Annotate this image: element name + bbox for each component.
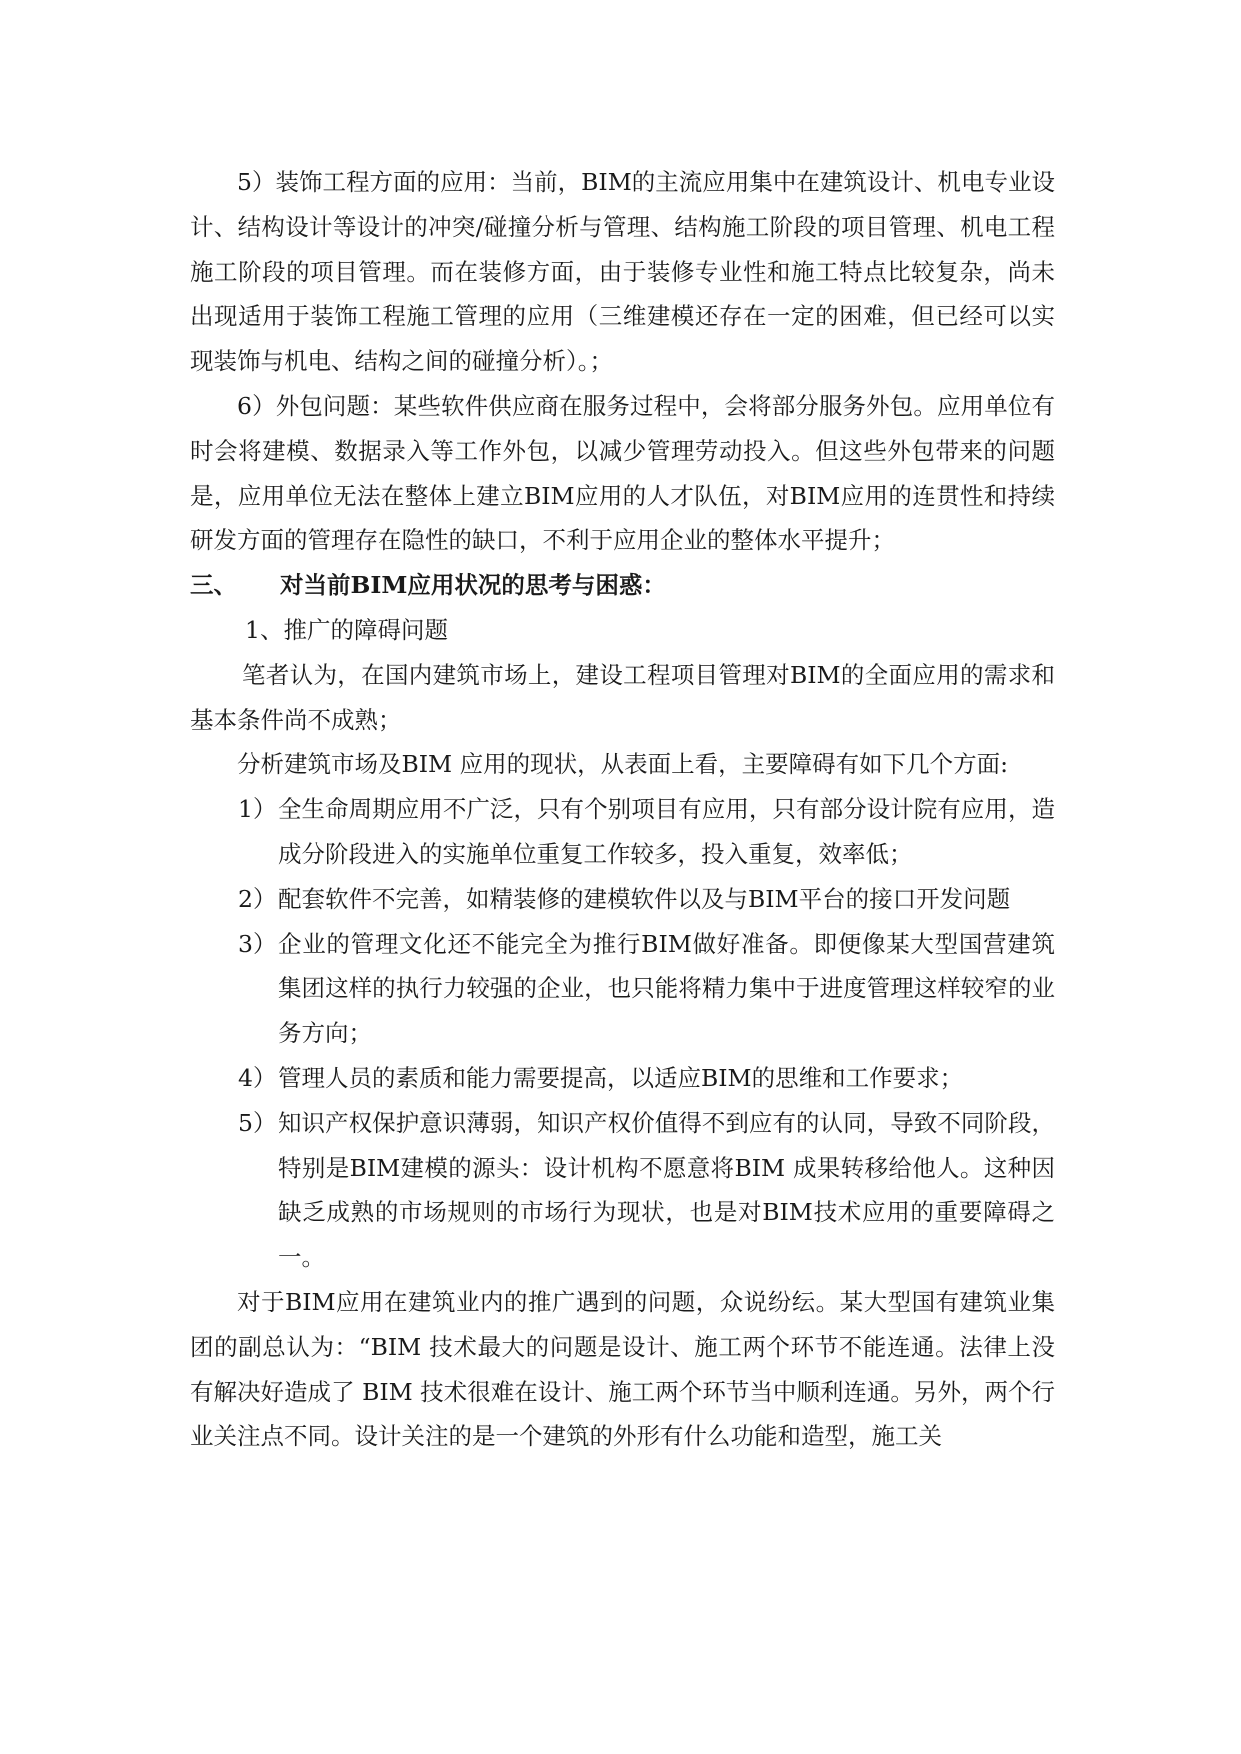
document-body — [190, 160, 1055, 1459]
list-marker: 1） — [238, 795, 277, 824]
list-item-text: 全生命周期应用不广泛，只有个别项目有应用，只有部分设计院有应用，造成分阶段进入的实施单位重复工作较多，投入重复，效率低； — [278, 795, 1055, 868]
list-item — [190, 1101, 1055, 1280]
section-title: 对当前BIM应用状况的思考与困惑： — [280, 571, 666, 600]
list-marker: 5） — [238, 1108, 277, 1137]
list-item-text: 知识产权保护意识薄弱，知识产权价值得不到应有的认同，导致不同阶段，特别是BIM建模的源头：设计机构不愿意将BIM 成果转移给他人。这种因缺乏成熟的市场规则的市场行为现状，也是对BIM技术应用的重要障碍之一。 — [278, 1108, 1055, 1272]
list-item — [190, 1056, 1055, 1101]
list-item — [190, 877, 1055, 922]
list-marker: 4） — [238, 1063, 277, 1092]
section-heading-3 — [190, 563, 1055, 608]
paragraph-closing: 对于BIM应用在建筑业内的推广遇到的问题，众说纷纭。某大型国有建筑业集团的副总认为：“BIM 技术最大的问题是设计、施工两个环节不能连通。法律上没有解决好造成了 BIM 技术很难在设计、施工两个环节当中顺利连通。另外，两个行业关注点不同。设计关注的是一个建筑的外形有什么功能和造型，施工关 — [190, 1287, 1055, 1451]
paragraph-author-opinion: 笔者认为，在国内建筑市场上，建设工程项目管理对BIM的全面应用的需求和基本条件尚不成熟； — [190, 660, 1055, 734]
list-item-text: 管理人员的素质和能力需要提高，以适应BIM的思维和工作要求； — [278, 1063, 964, 1092]
paragraph-analysis-intro: 分析建筑市场及BIM 应用的现状，从表面上看，主要障碍有如下几个方面: — [237, 750, 1009, 779]
list-marker: 2） — [238, 884, 277, 913]
list-item — [190, 787, 1055, 877]
list-item-text: 企业的管理文化还不能完全为推行BIM做好准备。即便像某大型国营建筑集团这样的执行力较强的企业，也只能将精力集中于进度管理这样较窄的业务方向； — [278, 929, 1055, 1048]
list-marker: 3） — [238, 929, 277, 958]
obstacle-list — [190, 787, 1055, 1280]
subsection-heading-1: 1、推广的障碍问题 — [245, 615, 448, 644]
paragraph-decoration-application: 5）装饰工程方面的应用：当前，BIM的主流应用集中在建筑设计、机电专业设计、结构设计等设计的冲突/碰撞分析与管理、结构施工阶段的项目管理、机电工程施工阶段的项目管理。而在装修方面，由于装修专业性和施工特点比较复杂，尚未出现适用于装饰工程施工管理的应用（三维建模还存在一定的困难，但已经可以实现装饰与机电、结构之间的碰撞分析）。； — [190, 168, 1055, 376]
list-item-text: 配套软件不完善，如精装修的建模软件以及与BIM平台的接口开发问题 — [278, 884, 1011, 913]
section-number: 三、 — [190, 571, 237, 600]
list-item — [190, 922, 1055, 1056]
paragraph-outsourcing-issue: 6）外包问题：某些软件供应商在服务过程中，会将部分服务外包。应用单位有时会将建模、数据录入等工作外包，以减少管理劳动投入。但这些外包带来的问题是，应用单位无法在整体上建立BIM应用的人才队伍，对BIM应用的连贯性和持续研发方面的管理存在隐性的缺口，不利于应用企业的整体水平提升； — [190, 391, 1055, 555]
